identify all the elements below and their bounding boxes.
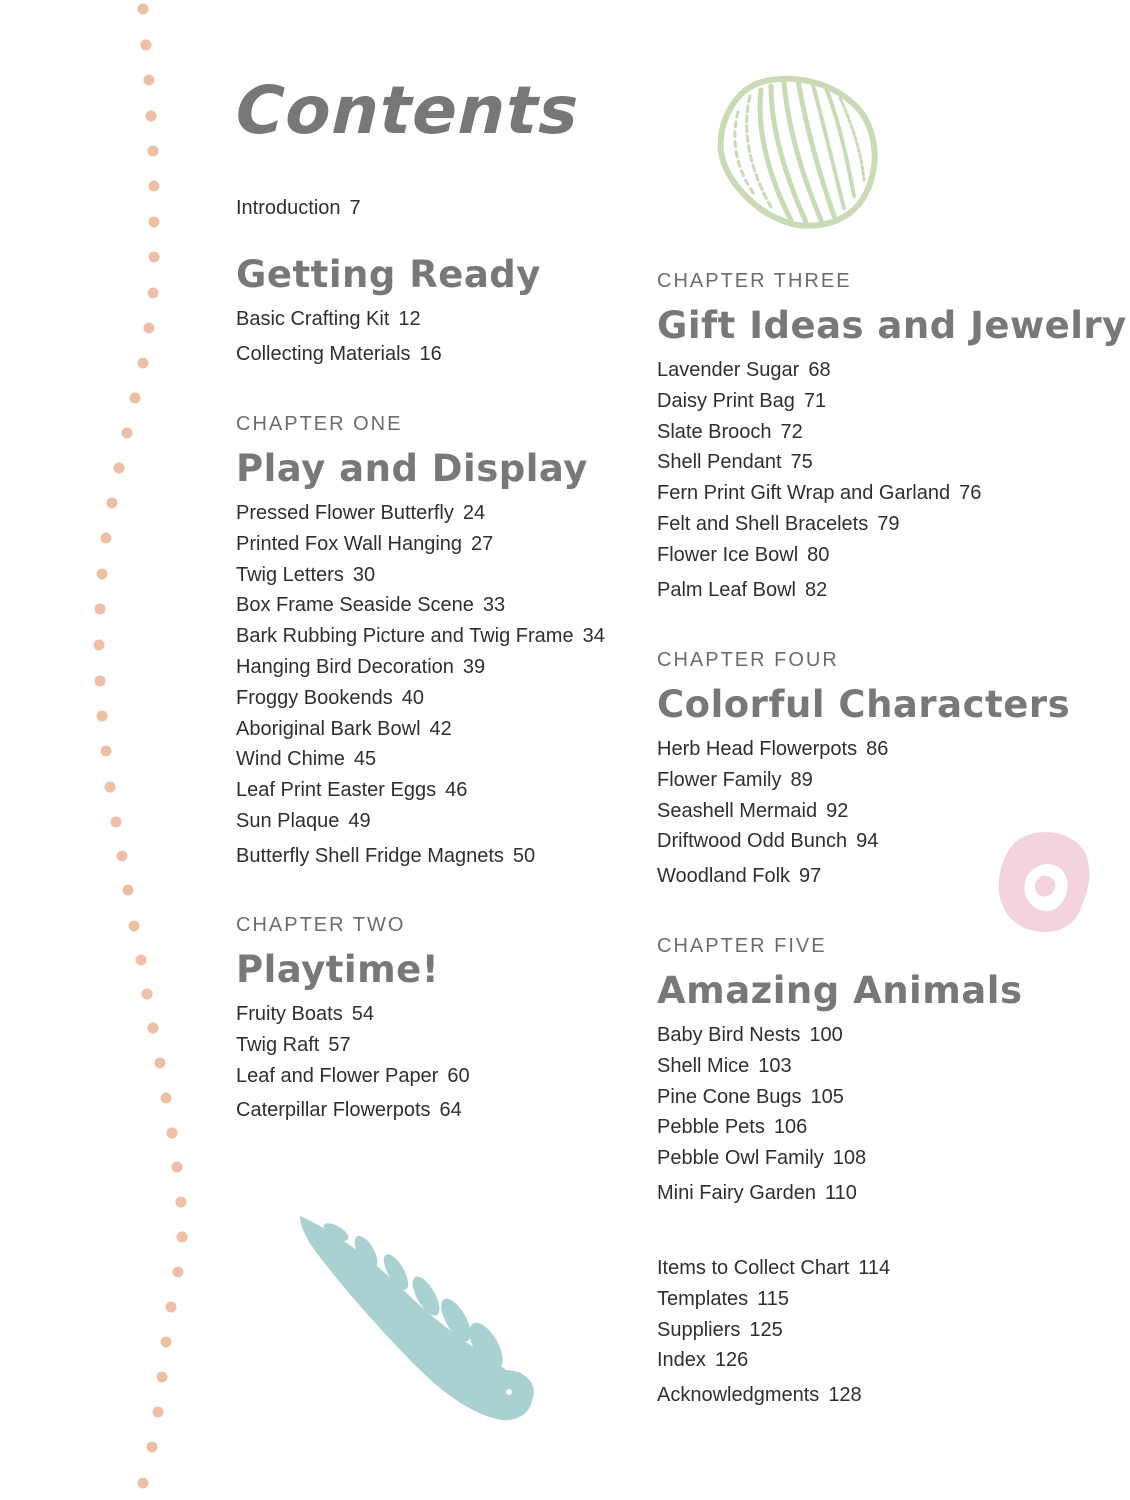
entry-page: 30 [352,563,376,586]
entry-page: 128 [828,1384,862,1407]
toc-entry[interactable] [657,1051,1022,1082]
entry-label: Hanging Bird Decoration [236,655,454,678]
entry-page: 7 [349,197,361,219]
toc-entry[interactable] [236,590,605,621]
entry-label: Felt and Shell Bracelets [657,512,869,535]
chapter-label: CHAPTER ONE [236,413,403,435]
dot [122,428,133,439]
entry-page: 64 [439,1099,462,1122]
entry-page: 100 [809,1024,843,1046]
entry-label: Caterpillar Flowerpots [236,1099,431,1122]
entry-page: 72 [780,420,803,443]
entry-label: Box Frame Seaside Scene [236,594,474,617]
entry-label: Introduction [236,197,341,219]
toc-entry[interactable] [236,1030,470,1061]
toc-entry[interactable] [236,1061,470,1092]
entry-label: Leaf Print Easter Eggs [236,779,437,802]
entry-page: 86 [866,738,889,760]
dot [149,181,160,192]
toc-entry[interactable] [657,1284,890,1315]
dot [136,955,147,966]
toc-entry[interactable] [236,560,605,591]
entry-label: Pebble Owl Family [657,1147,824,1170]
dot [142,989,153,1000]
chapter-label: CHAPTER FIVE [657,935,827,957]
dot [148,146,159,157]
toc-entry[interactable] [657,734,1070,765]
entry-label: Basic Crafting Kit [236,308,390,330]
chapter-title: Gift Ideas and Jewelry [657,304,1127,347]
toc-entry[interactable] [657,796,1070,827]
entry-page: 103 [758,1054,792,1077]
shell-icon [716,72,884,230]
toc-entry[interactable] [657,540,1127,571]
dot [148,1023,159,1034]
toc-entry[interactable] [657,1143,1022,1174]
dot [155,1058,166,1069]
toc-entry[interactable] [657,1020,1022,1051]
entry-page: 49 [348,809,371,832]
introduction-entry [236,193,361,224]
entry-page: 97 [799,865,822,888]
dot [114,463,125,474]
dot [129,921,140,932]
toc-entry[interactable] [236,529,605,560]
section-title: Getting Ready [236,253,541,296]
toc-entry[interactable] [657,1178,1022,1209]
entry-page: 126 [714,1349,749,1372]
entry-label: Templates [657,1287,749,1310]
chapter-title: Playtime! [236,948,440,991]
entry-label: Shell Pendant [657,451,782,474]
entry-label: Fern Print Gift Wrap and Garland [657,482,951,505]
entry-page: 42 [429,717,452,740]
dot [101,746,112,757]
dot [95,604,106,615]
entry-label: Palm Leaf Bowl [657,578,796,601]
entry-page: 89 [790,768,813,791]
entry-page: 76 [959,482,982,505]
back-matter [657,1253,890,1411]
entry-label: Lavender Sugar [657,359,800,381]
section-getting-ready [236,250,541,370]
toc-entry[interactable] [236,621,605,652]
entry-page: 34 [582,625,605,648]
dot [97,569,108,580]
entry-label: Butterfly Shell Fridge Magnets [236,844,504,867]
dot [130,393,141,404]
entry-label: Woodland Folk [657,865,791,888]
entry-label: Seashell Mermaid [657,799,818,822]
dot [105,782,116,793]
entry-label: Pine Cone Bugs [657,1085,802,1108]
toc-entry[interactable] [236,806,605,837]
dot [172,1162,183,1173]
entry-label: Printed Fox Wall Hanging [236,532,463,555]
toc-entry[interactable] [236,841,605,872]
toc-entry[interactable] [657,478,1127,509]
entry-page: 39 [462,655,486,678]
dot [148,288,159,299]
dot [138,4,149,15]
entry-page: 60 [447,1064,470,1087]
entry-page: 40 [401,686,425,709]
dot [97,711,108,722]
entry-label: Suppliers [657,1318,741,1341]
dot [153,1407,164,1418]
dot [166,1302,177,1313]
entry-label: Wind Chime [236,748,345,771]
dot [176,1197,187,1208]
dot [173,1267,184,1278]
dot [117,851,128,862]
entry-label: Twig Letters [236,563,344,586]
chapter-label: CHAPTER THREE [657,270,852,292]
toc-entry[interactable] [236,775,605,806]
dot [107,498,118,509]
entry-label: Flower Family [657,768,782,791]
toc-entry[interactable] [657,417,1127,448]
entry-page: 57 [328,1033,351,1056]
entry-label: Daisy Print Bag [657,389,795,412]
entry-label: Leaf and Flower Paper [236,1064,439,1087]
entry-page: 82 [804,578,828,601]
chapter-label: CHAPTER TWO [236,914,406,936]
entry-label: Slate Brooch [657,420,772,443]
pansy-flower-icon [995,830,1091,934]
toc-entry[interactable] [236,999,470,1030]
entry-page: 46 [445,779,468,802]
toc-entry[interactable] [236,683,605,714]
entry-page: 27 [471,532,494,555]
entry-page: 50 [512,844,536,867]
dot [123,885,134,896]
chapter-one [236,412,605,872]
dot [167,1128,178,1139]
toc-entry[interactable] [657,447,1127,478]
entry-label: Aboriginal Bark Bowl [236,717,421,740]
entry-label: Sun Plaque [236,809,340,832]
toc-entry[interactable] [657,575,1127,606]
entry-label: Pebble Pets [657,1116,765,1139]
entry-page: 75 [790,451,813,474]
entry-page: 110 [824,1181,857,1204]
page-title: Contents [234,72,581,149]
dot [177,1232,188,1243]
chapter-three [657,269,1127,605]
chapter-label: CHAPTER FOUR [657,649,839,671]
toc-entry[interactable] [657,1253,890,1284]
fern-leaf-icon [296,1212,540,1424]
chapter-title: Play and Display [236,447,588,490]
dot [138,358,149,369]
entry-label: Mini Fairy Garden [657,1181,816,1204]
dot [111,817,122,828]
dot [101,533,112,544]
entry-page: 24 [462,502,486,524]
entry-label: Twig Raft [236,1033,320,1056]
entry-label: Shell Mice [657,1054,750,1077]
entry-label: Driftwood Odd Bunch [657,830,848,853]
entry-page: 114 [858,1257,891,1279]
entry-label: Herb Head Flowerpots [657,738,858,760]
toc-entry[interactable] [657,355,1127,386]
toc-entry[interactable] [657,1112,1022,1143]
dot [144,323,155,334]
chapter-two [236,913,470,1126]
entry-page: 12 [398,308,421,330]
toc-entry[interactable] [236,304,541,335]
toc-entry[interactable] [657,1315,890,1346]
toc-entry[interactable] [657,386,1127,417]
entry-page: 106 [773,1116,808,1139]
entry-page: 54 [351,1003,374,1025]
toc-entry[interactable] [657,509,1127,540]
entry-label: Pressed Flower Butterfly [236,502,454,524]
dot [95,676,106,687]
entry-page: 105 [810,1085,844,1108]
entry-page: 16 [419,342,442,365]
toc-entry[interactable] [236,339,541,370]
entry-page: 79 [877,512,900,535]
toc-entry[interactable] [657,1345,890,1376]
dot [138,1478,149,1489]
entry-page: 80 [807,543,830,566]
entry-page: 45 [353,748,377,771]
toc-entry[interactable] [236,714,605,745]
chapter-five [657,934,1022,1209]
entry-label: Froggy Bookends [236,686,393,709]
chapter-title: Colorful Characters [657,683,1071,726]
toc-entry[interactable] [657,765,1070,796]
dot [161,1093,172,1104]
entry-page: 92 [826,799,849,822]
chapter-title: Amazing Animals [657,969,1023,1012]
entry-page: 33 [482,594,506,617]
entry-label: Index [657,1349,706,1372]
toc-entry[interactable] [657,1082,1022,1113]
entry-page: 94 [856,830,879,853]
toc-entry[interactable] [236,498,605,529]
entry-label: Collecting Materials [236,342,411,365]
entry-page: 71 [803,389,827,412]
entry-label: Baby Bird Nests [657,1024,801,1046]
entry-page: 68 [808,359,831,381]
dot [144,75,155,86]
dot [94,640,105,651]
toc-entry[interactable] [657,1380,890,1411]
toc-entry[interactable] [236,1095,470,1126]
dot [147,1442,158,1453]
toc-entry[interactable] [236,652,605,683]
entry-label: Flower Ice Bowl [657,543,799,566]
entry-page: 125 [749,1318,783,1341]
entry-page: 108 [832,1147,867,1170]
toc-entry[interactable] [236,744,605,775]
entry-label: Bark Rubbing Picture and Twig Frame [236,625,574,648]
dot [141,40,152,51]
dot [161,1337,172,1348]
entry-label: Fruity Boats [236,1003,343,1025]
dot [146,111,157,122]
entry-label: Items to Collect Chart [657,1257,850,1279]
entry-label: Acknowledgments [657,1384,820,1407]
dot [149,252,160,263]
dot [149,217,160,228]
entry-page: 115 [757,1287,790,1310]
dot [157,1372,168,1383]
